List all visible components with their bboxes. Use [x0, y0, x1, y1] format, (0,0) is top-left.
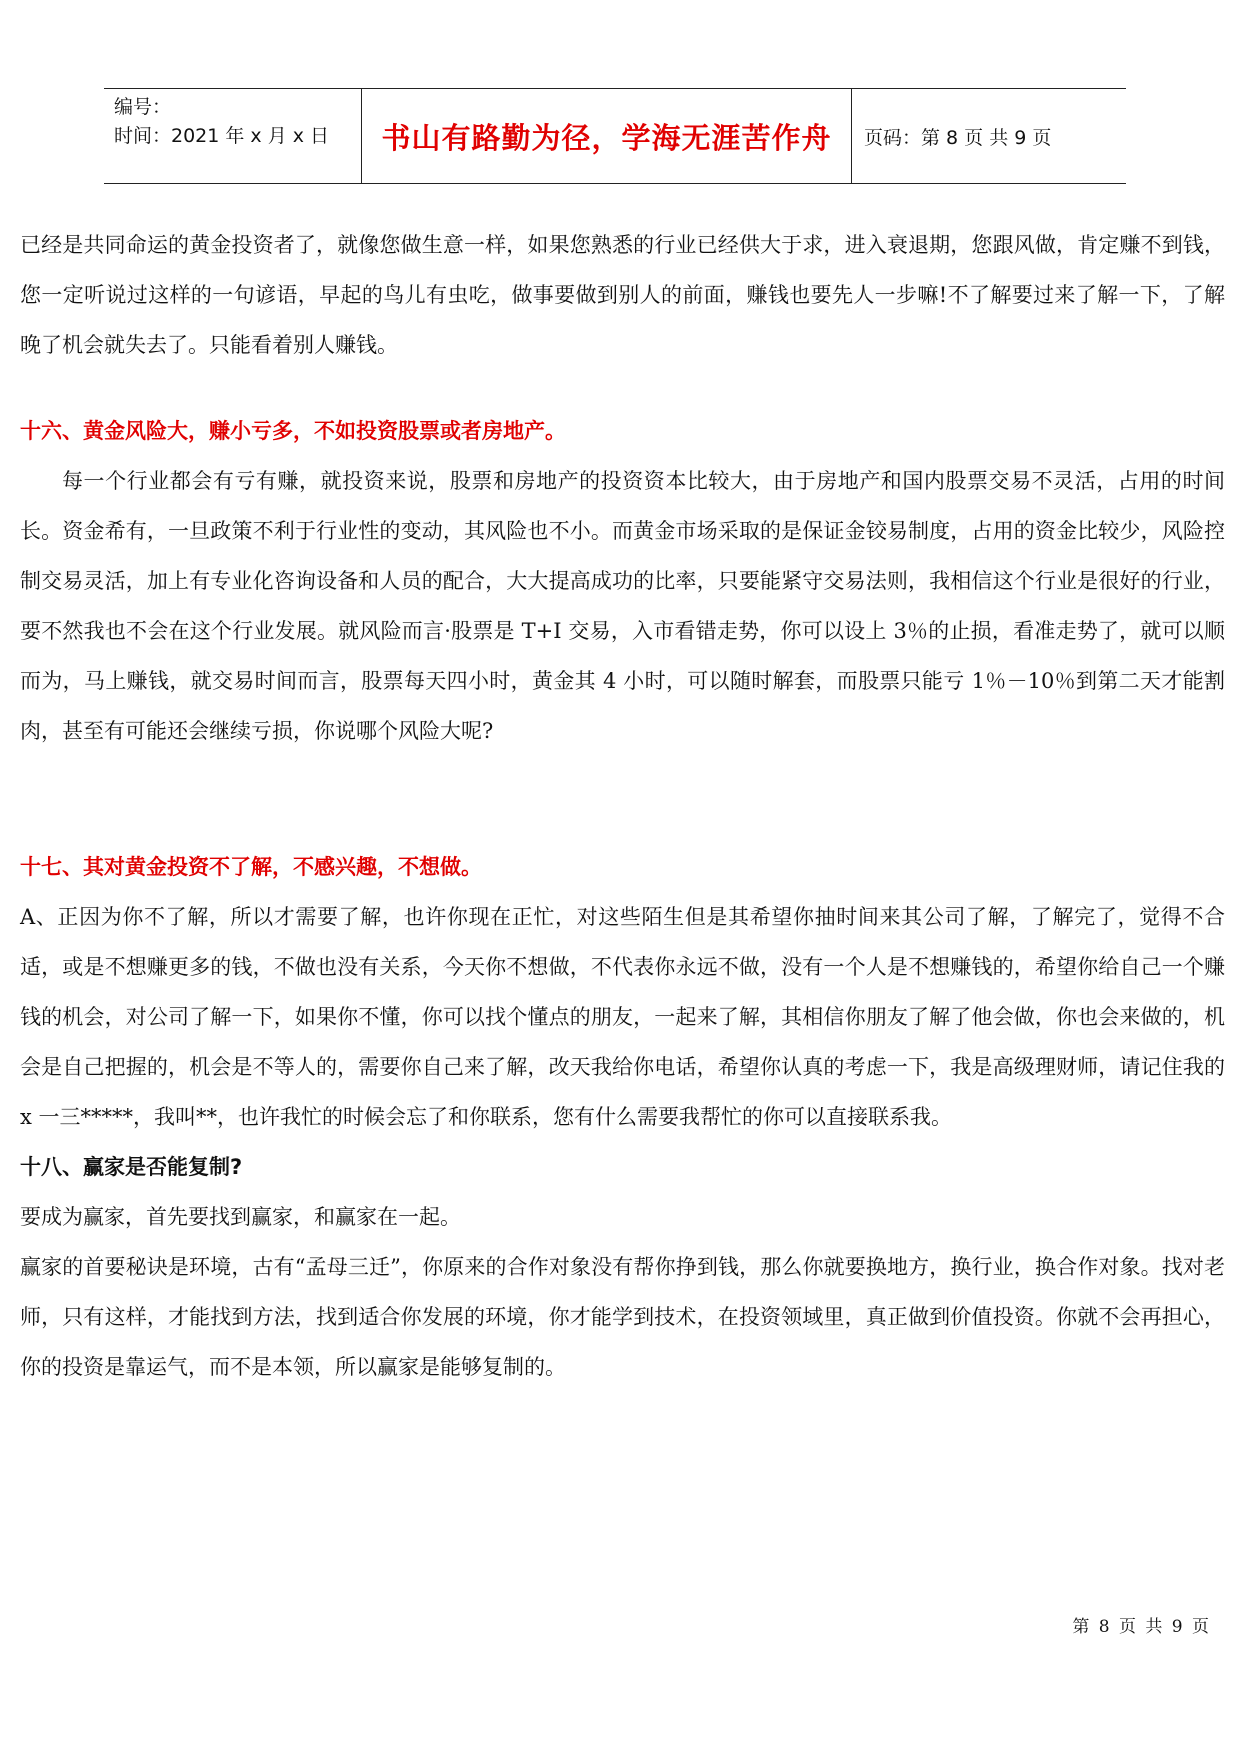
section-18-heading: 十八、赢家是否能复制? [20, 1155, 243, 1179]
page-header [104, 88, 1126, 184]
section-18-paragraph-b: 赢家的首要秘诀是环境，古有“孟母三迁”，你原来的合作对象没有帮你挣到钱，那么你就要换地方，换行业，换合作对象。找对老师，只有这样，才能找到方法，找到适合你发展的环境，你才能学到技术，在投资领域里，真正做到价值投资。你就不会再担心，你的投资是靠运气，而不是本领，所以赢家是能够复制的。 [20, 1255, 1225, 1379]
section-17-heading: 十七、其对黄金投资不了解，不感兴趣，不想做。 [20, 855, 482, 879]
header-date: 时间：2021 年 x 月 x 日 [114, 125, 330, 147]
section-16-paragraph: 每一个行业都会有亏有赚，就投资来说，股票和房地产的投资资本比较大，由于房地产和国内股票交易不灵活，占用的时间长。资金希有，一旦政策不利于行业性的变动，其风险也不小。而黄金市场采取的是保证金铰易制度，占用的资金比较少，风险控制交易灵活，加上有专业化咨询设备和人员的配合，大大提高成功的比率，只要能紧守交易法则，我相信这个行业是很好的行业，要不然我也不会在这个行业发展。就风险而言·股票是 T+I 交易，入市看错走势，你可以设上 3％的止损，看准走势了，就可以顺而为，马上赚钱，就交易时间而言，股票每天四小时，黄金其 4 小时，可以随时解套，而股票只能亏 1％－10％到第二天才能割肉，甚至有可能还会继续亏损，你说哪个风险大呢? [20, 469, 1225, 743]
section-18-paragraph-a: 要成为赢家，首先要找到赢家，和赢家在一起。 [20, 1205, 461, 1229]
section-16-heading: 十六、黄金风险大，赚小亏多，不如投资股票或者房地产。 [20, 419, 566, 443]
page-footer: 第 8 页 共 9 页 [1072, 1617, 1211, 1637]
header-meta [104, 89, 362, 183]
intro-paragraph: 已经是共同命运的黄金投资者了，就像您做生意一样，如果您熟悉的行业已经供大于求，进入衰退期，您跟风做，肯定赚不到钱，您一定听说过这样的一句谚语，早起的鸟儿有虫吃，做事要做到别人的前面，赚钱也要先人一步嘛!不了解要过来了解一下，了解晚了机会就失去了。只能看着别人赚钱。 [20, 233, 1225, 357]
header-page-code: 页码：第 8 页 共 9 页 [864, 126, 1052, 149]
header-motto: 书山有路勤为径，学海无涯苦作舟 [362, 89, 852, 183]
header-number: 编号： [114, 96, 172, 118]
document-body [20, 220, 1225, 1392]
section-17-paragraph: A、正因为你不了解，所以才需要了解，也许你现在正忙，对这些陌生但是其希望你抽时间来其公司了解，了解完了，觉得不合适，或是不想赚更多的钱，不做也没有关系，今天你不想做，不代表你永远不做，没有一个人是不想赚钱的，希望你给自己一个赚钱的机会，对公司了解一下，如果你不懂，你可以找个懂点的朋友，一起来了解，其相信你朋友了解了他会做，你也会来做的，机会是自己把握的，机会是不等人的，需要你自己来了解，改天我给你电话，希望你认真的考虑一下，我是高级理财师，请记住我的 x 一三*****，我叫**，也许我忙的时候会忘了和你联系，您有什么需要我帮忙的你可以直接联系我。 [20, 905, 1225, 1129]
